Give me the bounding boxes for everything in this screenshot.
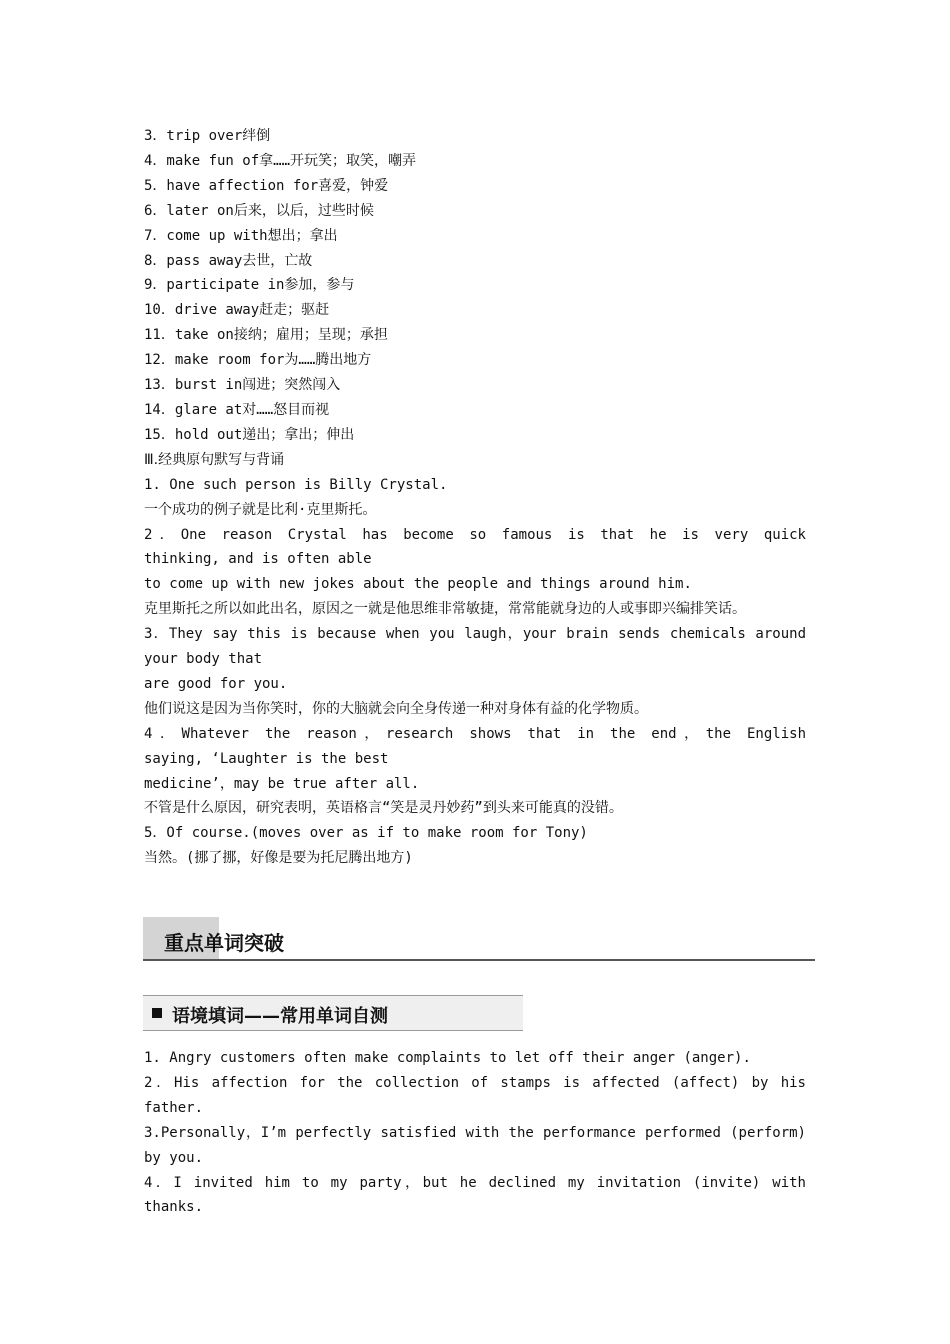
phrase-item: 5．have affection for喜爱，钟爱 (144, 177, 389, 194)
square-bullet-icon (152, 1008, 162, 1018)
sentence-en: to come up with new jokes about the people and things around him. (144, 576, 692, 593)
phrase-item: 10．drive away赶走；驱赶 (144, 302, 330, 319)
sentence-en: thinking, and is often able (144, 551, 372, 568)
phrase-item: 15．hold out递出；拿出；伸出 (144, 426, 355, 443)
phrase-item: 14．glare at对……怒目而视 (144, 401, 330, 418)
section-heading (143, 917, 815, 961)
phrase-item: 11．take on接纳；雇用；呈现；承担 (144, 327, 388, 344)
sentence-en: 2．One reason Crystal has become so famous is that he is very quick (144, 526, 806, 543)
exercise-item: 4．I invited him to my party，but he declined my invitation (invite) with (144, 1174, 806, 1191)
exercise-item: father. (144, 1099, 204, 1116)
sentence-en: 3．They say this is because when you laugh，your brain sends chemicals around (144, 626, 806, 643)
exercise-item: 1. Angry customers often make complaints to let off their anger (anger). (144, 1050, 751, 1066)
phrase-item: 6．later on后来，以后，过些时候 (144, 202, 374, 219)
subheading-bar (143, 995, 523, 1031)
phrase-item: 3．trip over绊倒 (144, 128, 271, 144)
exercise-list (144, 1046, 806, 1220)
sentence-en: 4．Whatever the reason，research shows that in the end，the English (144, 725, 806, 742)
section-iii-title: Ⅲ.经典原句默写与背诵 (144, 451, 285, 468)
subheading-title: 语境填词——常用单词自测 (172, 1006, 388, 1027)
phrase-item: 13．burst in闯进；突然闯入 (144, 377, 341, 394)
vocabulary-section (144, 124, 806, 871)
phrase-item: 12．make room for为……腾出地方 (144, 352, 372, 369)
sentence-zh: 一个成功的例子就是比利·克里斯托。 (144, 501, 377, 518)
phrase-item: 4．make fun of拿……开玩笑；取笑，嘲弄 (144, 152, 417, 169)
sentence-en: your body that (144, 651, 263, 668)
heading-underline (143, 959, 815, 961)
sentence-en: are good for you. (144, 675, 288, 692)
exercise-item: 2．His affection for the collection of stamps is affected (affect) by his (144, 1074, 806, 1091)
sentence-en: 1. One such person is Billy Crystal. (144, 476, 448, 493)
phrase-item: 7．come up with想出；拿出 (144, 227, 338, 244)
sentence-en: medicine’，may be true after all. (144, 775, 420, 792)
exercise-item: thanks. (144, 1199, 204, 1216)
exercise-item: 3.Personally，I’m perfectly satisfied with the performance performed (perform) (144, 1124, 806, 1141)
sentence-en: saying, ‘Laughter is the best (144, 750, 389, 767)
sentence-zh: 不管是什么原因，研究表明，英语格言“笑是灵丹妙药”到头来可能真的没错。 (144, 800, 623, 817)
phrase-item: 8．pass away去世，亡故 (144, 252, 313, 269)
phrase-item: 9．participate in参加，参与 (144, 277, 355, 294)
sentence-zh: 当然。(挪了挪，好像是要为托尼腾出地方) (144, 850, 413, 867)
sentence-en: 5．Of course.(moves over as if to make room for Tony) (144, 825, 588, 842)
sentence-zh: 他们说这是因为当你笑时，你的大脑就会向全身传递一种对身体有益的化学物质。 (144, 700, 648, 717)
exercise-item: by you. (144, 1149, 204, 1166)
sentence-zh: 克里斯托之所以如此出名，原因之一就是他思维非常敏捷，常常能就身边的人或事即兴编排笑话。 (144, 601, 746, 618)
section-heading-title: 重点单词突破 (164, 931, 284, 955)
